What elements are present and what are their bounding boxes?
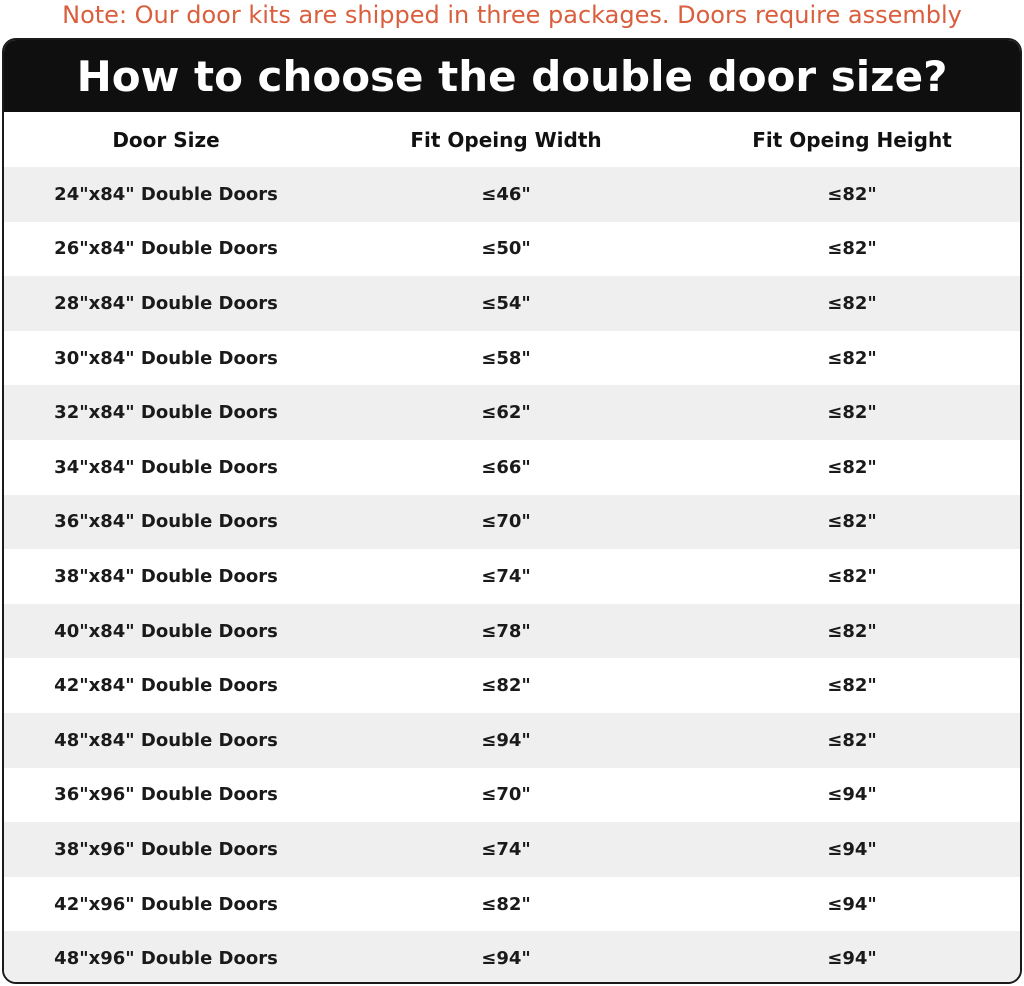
- fit-height-cell: ≤82": [827, 511, 877, 533]
- fit-width-cell: ≤54": [481, 292, 531, 314]
- table-row: [4, 440, 1020, 495]
- door-size-cell: 48"x84" Double Doors: [54, 729, 278, 751]
- door-size-cell: 40"x84" Double Doors: [54, 620, 278, 642]
- fit-width-cell: ≤94": [481, 729, 531, 751]
- header-fit-width: Fit Opeing Width: [410, 127, 602, 152]
- table-row: [4, 822, 1020, 877]
- fit-height-cell: ≤82": [827, 456, 877, 478]
- fit-height-cell: ≤82": [827, 729, 877, 751]
- table-row: [4, 385, 1020, 440]
- table-row: [4, 658, 1020, 713]
- fit-height-cell: ≤82": [827, 238, 877, 260]
- size-table-card: [2, 38, 1022, 984]
- table-header-row: [4, 112, 1020, 167]
- door-size-cell: 28"x84" Double Doors: [54, 292, 278, 314]
- door-size-cell: 30"x84" Double Doors: [54, 347, 278, 369]
- fit-width-cell: ≤50": [481, 238, 531, 260]
- header-fit-height: Fit Opeing Height: [752, 127, 952, 152]
- door-size-cell: 24"x84" Double Doors: [54, 183, 278, 205]
- fit-width-cell: ≤82": [481, 893, 531, 915]
- door-size-cell: 36"x84" Double Doors: [54, 511, 278, 533]
- table-title: How to choose the double door size?: [4, 40, 1020, 112]
- fit-height-cell: ≤82": [827, 565, 877, 587]
- fit-width-cell: ≤74": [481, 838, 531, 860]
- fit-height-cell: ≤82": [827, 675, 877, 697]
- table-row: [4, 931, 1020, 984]
- fit-height-cell: ≤94": [827, 948, 877, 970]
- fit-width-cell: ≤62": [481, 402, 531, 424]
- table-row: [4, 768, 1020, 823]
- fit-height-cell: ≤94": [827, 784, 877, 806]
- fit-height-cell: ≤94": [827, 838, 877, 860]
- fit-width-cell: ≤70": [481, 784, 531, 806]
- door-size-cell: 36"x96" Double Doors: [54, 784, 278, 806]
- door-size-cell: 32"x84" Double Doors: [54, 402, 278, 424]
- fit-width-cell: ≤74": [481, 565, 531, 587]
- fit-width-cell: ≤70": [481, 511, 531, 533]
- table-row: [4, 222, 1020, 277]
- fit-width-cell: ≤66": [481, 456, 531, 478]
- fit-width-cell: ≤82": [481, 675, 531, 697]
- table-row: [4, 877, 1020, 932]
- door-size-cell: 38"x84" Double Doors: [54, 565, 278, 587]
- door-size-cell: 42"x96" Double Doors: [54, 893, 278, 915]
- fit-width-cell: ≤78": [481, 620, 531, 642]
- table-row: [4, 167, 1020, 222]
- fit-height-cell: ≤82": [827, 402, 877, 424]
- door-size-cell: 48"x96" Double Doors: [54, 948, 278, 970]
- table-row: [4, 331, 1020, 386]
- fit-height-cell: ≤82": [827, 620, 877, 642]
- assembly-note: Note: Our door kits are shipped in three packages. Doors require assembly: [62, 1, 962, 29]
- table-row: [4, 549, 1020, 604]
- table-row: [4, 276, 1020, 331]
- door-size-cell: 26"x84" Double Doors: [54, 238, 278, 260]
- fit-height-cell: ≤82": [827, 292, 877, 314]
- fit-height-cell: ≤82": [827, 347, 877, 369]
- door-size-cell: 42"x84" Double Doors: [54, 675, 278, 697]
- table-row: [4, 713, 1020, 768]
- door-size-cell: 34"x84" Double Doors: [54, 456, 278, 478]
- table-row: [4, 604, 1020, 659]
- fit-height-cell: ≤82": [827, 183, 877, 205]
- fit-height-cell: ≤94": [827, 893, 877, 915]
- table-row: [4, 495, 1020, 550]
- door-size-cell: 38"x96" Double Doors: [54, 838, 278, 860]
- fit-width-cell: ≤94": [481, 948, 531, 970]
- fit-width-cell: ≤46": [481, 183, 531, 205]
- header-door-size: Door Size: [112, 127, 220, 152]
- fit-width-cell: ≤58": [481, 347, 531, 369]
